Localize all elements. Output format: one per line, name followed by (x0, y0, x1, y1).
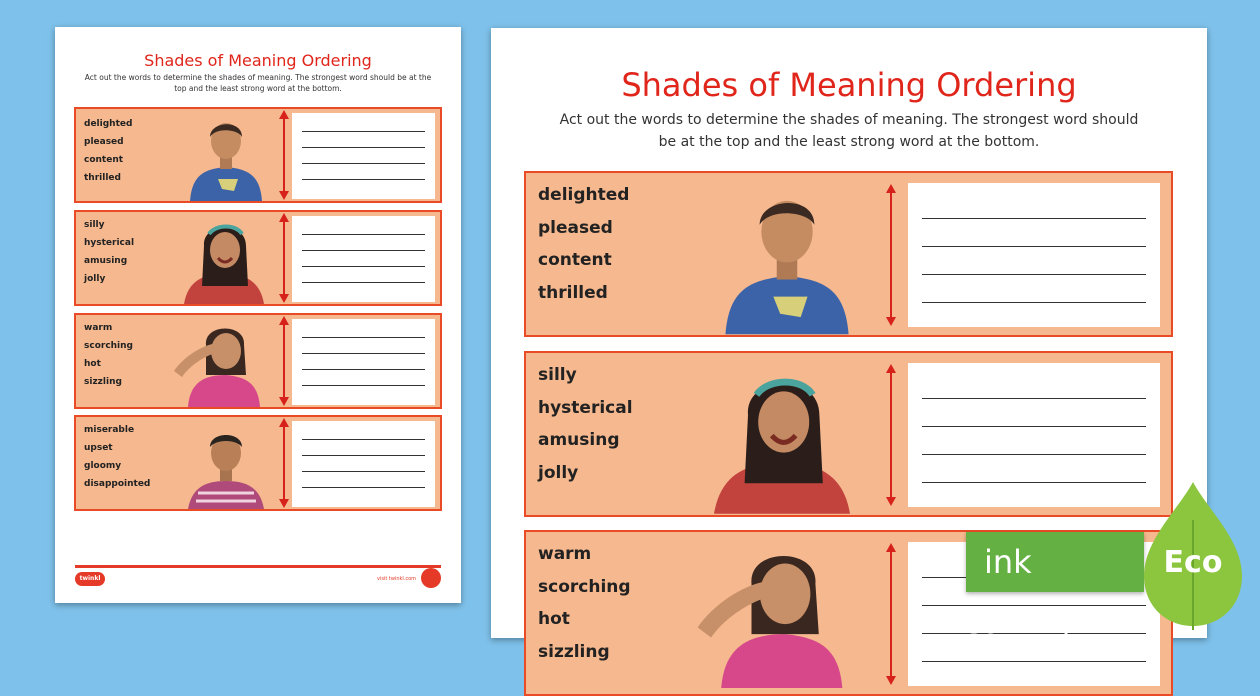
strength-arrow (283, 425, 285, 501)
word: miserable (84, 425, 135, 435)
word: warm (538, 544, 592, 564)
page-title-large: Shades of Meaning Ordering (621, 66, 1077, 104)
answer-box (908, 363, 1160, 507)
word-list (84, 115, 132, 187)
word-group-4 (74, 415, 442, 511)
word: gloomy (84, 461, 122, 471)
strength-arrow (283, 323, 285, 399)
word-group-2 (524, 351, 1173, 517)
answer-box (908, 183, 1160, 327)
word: upset (84, 443, 113, 453)
word-list (84, 421, 150, 493)
eco-label: Eco (1163, 545, 1223, 580)
boy-sad-illustration (186, 421, 266, 509)
word: pleased (84, 137, 124, 147)
word-list (84, 216, 134, 288)
instructions-line-2: be at the top and the least strong word at the bottom. (658, 134, 1040, 150)
word: warm (84, 323, 113, 333)
page-title: Shades of Meaning Ordering (144, 51, 372, 70)
word: hot (538, 609, 570, 629)
word: scorching (538, 576, 631, 597)
answer-box (292, 113, 435, 199)
girl-laughing-illustration (184, 216, 264, 304)
word: jolly (538, 462, 579, 483)
boy-smiling-illustration (188, 113, 264, 201)
footer-divider (75, 565, 441, 568)
word: thrilled (538, 282, 608, 303)
word: amusing (538, 430, 620, 450)
word: delighted (538, 185, 630, 205)
word-list (538, 359, 633, 489)
word: silly (538, 365, 577, 385)
twinkl-badge-icon (421, 568, 441, 588)
strength-arrow (890, 191, 892, 319)
word: hot (84, 359, 101, 369)
strength-arrow (283, 117, 285, 193)
ink-saving-badge: ink saving (966, 532, 1144, 592)
word: hysterical (538, 397, 633, 418)
worksheet-thumbnail (55, 27, 461, 603)
word: sizzling (538, 641, 610, 662)
word: disappointed (84, 479, 151, 489)
boy-smiling-illustration (722, 181, 852, 337)
twinkl-logo: twinkl (75, 572, 105, 586)
word-list (84, 319, 133, 391)
word: content (538, 250, 612, 270)
word-list (538, 538, 631, 668)
instructions-line-1: Act out the words to determine the shades of meaning. The strongest word should (559, 112, 1139, 128)
word-group-2 (74, 210, 442, 306)
answer-box (292, 216, 435, 302)
strength-arrow (283, 220, 285, 296)
word: amusing (84, 256, 128, 266)
strength-arrow (890, 371, 892, 499)
word: pleased (538, 217, 613, 238)
word: scorching (84, 341, 133, 351)
answer-box (292, 319, 435, 405)
answer-box (292, 421, 435, 507)
word: sizzling (84, 377, 122, 387)
word-group-1 (74, 107, 442, 203)
word-group-3 (74, 313, 442, 409)
girl-laughing-illustration (714, 361, 850, 517)
word-group-1 (524, 171, 1173, 337)
strength-arrow (890, 550, 892, 678)
visit-link: visit twinkl.com (377, 576, 417, 582)
eco-leaf-icon (1138, 480, 1248, 630)
word-list (538, 179, 629, 309)
instructions: Act out the words to determine the shades of meaning. The strongest word should be at the top and the least strong word at the bottom. (84, 73, 432, 93)
word: thrilled (84, 173, 121, 183)
word: delighted (84, 119, 133, 129)
word: jolly (84, 274, 106, 284)
girl-hot-illustration (694, 540, 846, 688)
girl-hot-illustration (172, 319, 262, 407)
word: content (84, 155, 124, 165)
word: hysterical (84, 238, 135, 248)
word: silly (84, 220, 105, 230)
